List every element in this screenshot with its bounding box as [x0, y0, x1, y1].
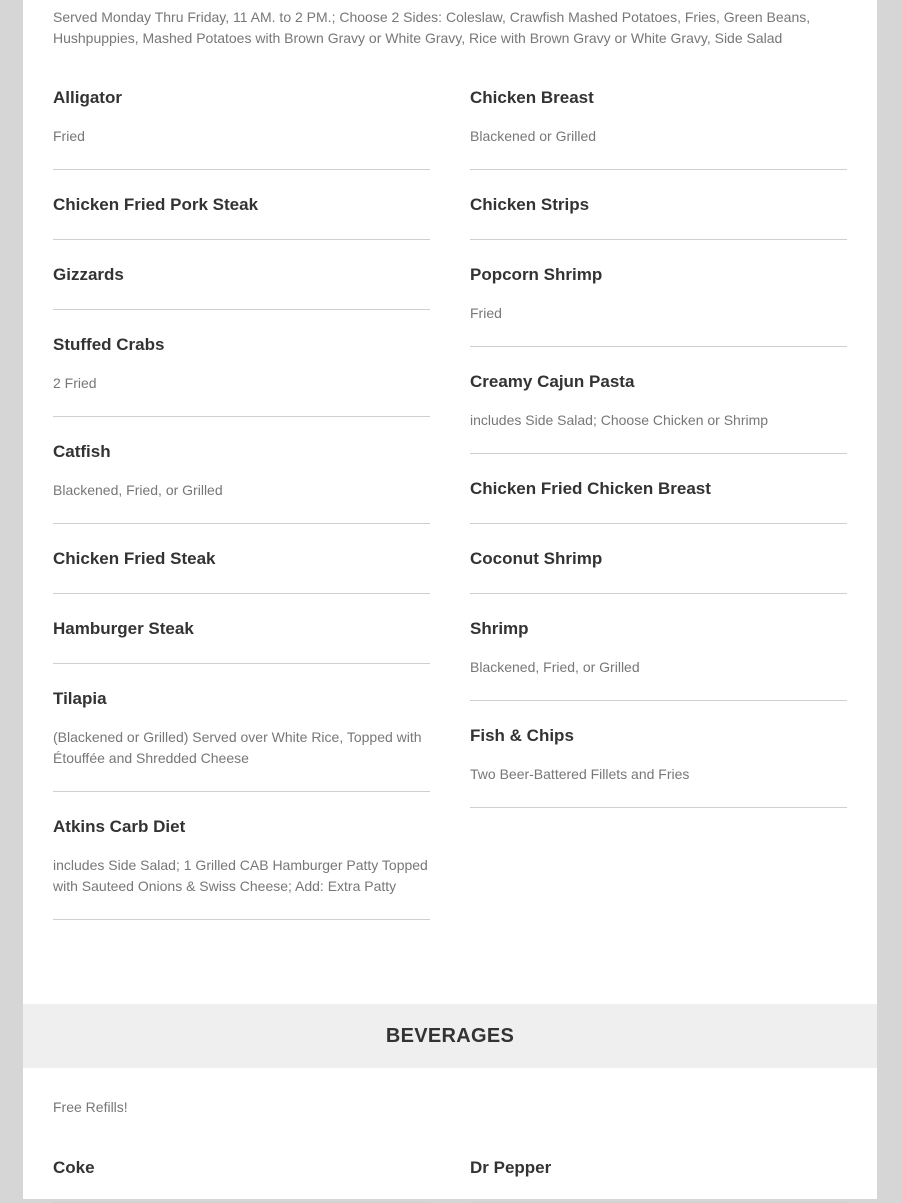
menu-item-name: Creamy Cajun Pasta — [470, 372, 635, 391]
menu-item — [53, 63, 430, 170]
menu-item-name: Chicken Fried Steak — [53, 549, 216, 568]
menu-item — [53, 417, 430, 524]
menu-item-description: Blackened or Grilled — [470, 128, 597, 144]
menu-item-description: (Blackened or Grilled) Served over White Rice, Topped with Étouffée and Shredded Cheese — [53, 729, 422, 766]
menu-item — [470, 1156, 847, 1203]
menu-item — [470, 454, 847, 524]
menu-item — [53, 664, 430, 792]
menu-item-description: Two Beer-Battered Fillets and Fries — [470, 766, 690, 782]
menu-item — [470, 524, 847, 594]
menu-item — [53, 594, 430, 664]
menu-item-name: Alligator — [53, 88, 122, 107]
menu-item — [53, 240, 430, 310]
menu-item-name: Dr Pepper — [470, 1158, 552, 1177]
menu-item — [53, 1156, 430, 1203]
menu-item-name: Stuffed Crabs — [53, 335, 165, 354]
menu-item-description: includes Side Salad; 1 Grilled CAB Hamburger Patty Topped with Sauteed Onions & Swiss Cheese; Add: Extra Patty — [53, 857, 428, 894]
menu-item-name: Chicken Breast — [470, 88, 594, 107]
menu-item — [53, 170, 430, 240]
menu-item — [53, 310, 430, 417]
menu-item-name: Chicken Fried Chicken Breast — [470, 479, 711, 498]
menu-item-name: Coke — [53, 1158, 95, 1177]
menu-item-description: includes Side Salad; Choose Chicken or Shrimp — [470, 412, 769, 428]
lunch-items-right-column — [470, 63, 847, 808]
menu-item-name: Chicken Strips — [470, 195, 590, 214]
menu-item-name: Atkins Carb Diet — [53, 817, 186, 836]
beverages-note: Free Refills! — [53, 1099, 128, 1115]
menu-item — [470, 701, 847, 808]
beverage-items-right-column — [470, 1156, 847, 1203]
menu-item — [470, 594, 847, 701]
menu-item-description: Blackened, Fried, or Grilled — [53, 482, 223, 498]
menu-item-description: Blackened, Fried, or Grilled — [470, 659, 640, 675]
menu-item-name: Shrimp — [470, 619, 529, 638]
menu-item-name: Hamburger Steak — [53, 619, 194, 638]
menu-item-name: Chicken Fried Pork Steak — [53, 195, 259, 214]
lunch-items-left-column — [53, 63, 430, 920]
menu-item — [53, 524, 430, 594]
menu-item-name: Catfish — [53, 442, 111, 461]
menu-item — [470, 347, 847, 454]
beverage-items-left-column — [53, 1156, 430, 1203]
menu-item-name: Gizzards — [53, 265, 124, 284]
menu-item — [470, 240, 847, 347]
menu-item-name: Tilapia — [53, 689, 107, 708]
menu-item — [470, 63, 847, 170]
menu-item-description: Fried — [53, 128, 85, 144]
beverages-section-header — [23, 1004, 877, 1068]
menu-page — [23, 0, 877, 1199]
menu-item — [53, 792, 430, 920]
menu-item-name: Fish & Chips — [470, 726, 574, 745]
menu-item-name: Popcorn Shrimp — [470, 265, 603, 284]
menu-item-description: 2 Fried — [53, 375, 97, 391]
lunch-description: Served Monday Thru Friday, 11 AM. to 2 PM.; Choose 2 Sides: Coleslaw, Crawfish Mashed Potatoes, Fries, Green Beans, Hushpuppies, Mashed Potatoes with Brown Gravy or White Gravy, Rice with Brown Gravy or White Gravy, Side Salad — [53, 9, 811, 46]
menu-item-description: Fried — [470, 305, 502, 321]
beverages-title: BEVERAGES — [385, 1024, 515, 1047]
menu-item — [470, 170, 847, 240]
menu-item-name: Coconut Shrimp — [470, 549, 603, 568]
